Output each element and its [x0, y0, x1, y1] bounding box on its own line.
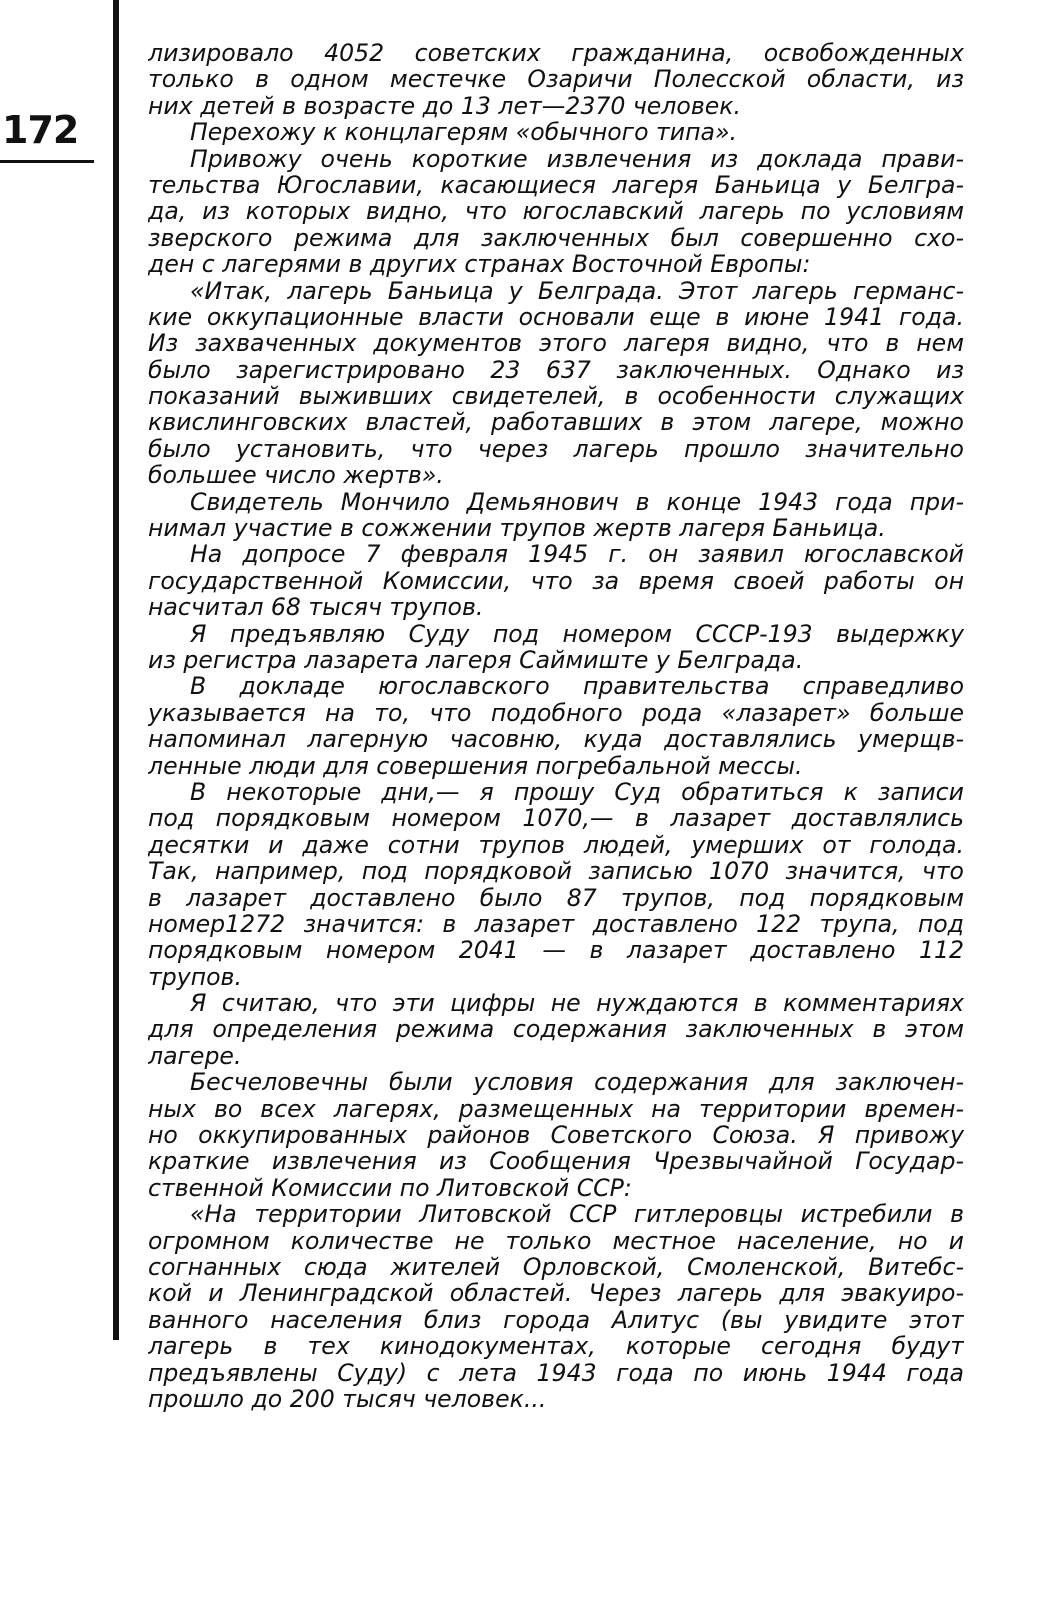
- text-line: огромном количестве не только местное население, но и: [148, 1227, 964, 1254]
- text-line: напоминал лагерную часовню, куда доставлялись умерщв-: [148, 726, 964, 753]
- text-line: краткие извлечения из Сообщения Чрезвычайной Государ-: [148, 1148, 964, 1175]
- text-line: трупов.: [148, 963, 242, 991]
- text-line: предъявлены Суду) с лета 1943 года по июнь 1944 года: [148, 1359, 964, 1386]
- text-line: насчитал 68 тысяч трупов.: [148, 594, 484, 621]
- text-line: кие оккупационные власти основали еще в июне 1941 года.: [148, 303, 964, 331]
- text-line: ленные люди для совершения погребальной мессы.: [148, 752, 803, 779]
- text-line: кой и Ленинградской областей. Через лагерь для эвакуиро-: [148, 1280, 964, 1307]
- text-line: но оккупированных районов Советского Союза. Я привожу: [148, 1122, 964, 1149]
- text-line: «На территории Литовской ССР гитлеровцы истребили в: [190, 1201, 964, 1228]
- text-line: Из захваченных документов этого лагеря видно, что в нем: [148, 330, 964, 357]
- text-line: лизировало 4052 советских гражданина, освобожденных: [148, 40, 964, 67]
- text-line: них детей в возрасте до 13 лет—2370 человек.: [148, 92, 741, 120]
- margin-rule: [113, 0, 119, 1340]
- text-line: ден с лагерями в других странах Восточной Европы:: [148, 251, 811, 278]
- text-line: указывается на то, что подобного рода «лазарет» больше: [148, 699, 964, 727]
- text-line: нимал участие в сожжении трупов жертв лагеря Баньица.: [148, 515, 886, 542]
- text-line: Так, например, под порядковой записью 1070 значится, что: [148, 858, 964, 885]
- body-text: [148, 40, 964, 1412]
- text-line: зверского режима для заключенных был совершенно схо-: [148, 224, 964, 252]
- page-number-rule: [0, 160, 94, 163]
- text-line: ных во всех лагерях, размещенных на территории времен-: [148, 1095, 964, 1123]
- text-line: Бесчеловечны были условия содержания для заключен-: [190, 1069, 964, 1096]
- text-line: номер1272 значится: в лазарет доставлено 122 трупа, под: [148, 910, 964, 938]
- text-line: Перехожу к концлагерям «обычного типа».: [190, 119, 738, 146]
- text-line: порядковым номером 2041 — в лазарет доставлено 112: [148, 937, 964, 964]
- text-line: Привожу очень короткие извлечения из доклада прави-: [190, 145, 964, 172]
- text-line: Я предъявляю Суду под номером СССР-193 выдержку: [190, 620, 964, 647]
- text-line: тельства Югославии, касающиеся лагеря Баньица у Белгра-: [148, 171, 964, 199]
- text-line: да, из которых видно, что югославский лагерь по условиям: [148, 198, 964, 225]
- text-line: прошло до 200 тысяч человек...: [148, 1385, 547, 1413]
- text-line: ственной Комиссии по Литовской ССР:: [148, 1174, 632, 1202]
- text-line: ванного населения близ города Алитус (вы увидите этот: [148, 1306, 964, 1334]
- text-line: В некоторые дни,— я прошу Суд обратиться к записи: [190, 778, 964, 806]
- text-line: квислинговских властей, работавших в этом лагере, можно: [148, 409, 964, 436]
- text-line: государственной Комиссии, что за время своей работы он: [148, 567, 964, 595]
- text-line: для определения режима содержания заключенных в этом: [148, 1016, 964, 1043]
- text-line: На допросе 7 февраля 1945 г. он заявил югославской: [190, 541, 964, 568]
- text-line: было зарегистрировано 23 637 заключенных. Однако из: [148, 356, 964, 384]
- text-line: Я считаю, что эти цифры не нуждаются в комментариях: [190, 990, 964, 1017]
- text-line: большее число жертв».: [148, 462, 444, 489]
- text-line: «Итак, лагерь Баньица у Белграда. Этот лагерь германс-: [190, 277, 964, 304]
- page-number: 172: [2, 108, 79, 152]
- text-line: Свидетель Мончило Демьянович в конце 1943 года при-: [190, 488, 964, 516]
- text-line: из регистра лазарета лагеря Саймиште у Белграда.: [148, 646, 804, 674]
- text-line: лагере.: [148, 1042, 242, 1070]
- text-line: согнанных сюда жителей Орловской, Смоленской, Витебс-: [148, 1253, 964, 1281]
- text-line: десятки и даже сотни трупов людей, умерших от голода.: [148, 831, 964, 859]
- text-line: только в одном местечке Озаричи Полесской области, из: [148, 66, 964, 93]
- text-line: под порядковым номером 1070,— в лазарет доставлялись: [148, 805, 964, 832]
- text-line: В докладе югославского правительства справедливо: [190, 673, 964, 700]
- text-line: было установить, что через лагерь прошло значительно: [148, 435, 964, 463]
- text-line: лагерь в тех кинодокументах, которые сегодня будут: [148, 1333, 964, 1360]
- text-line: в лазарет доставлено было 87 трупов, под порядковым: [148, 884, 964, 911]
- text-line: показаний выживших свидетелей, в особенности служащих: [148, 383, 964, 410]
